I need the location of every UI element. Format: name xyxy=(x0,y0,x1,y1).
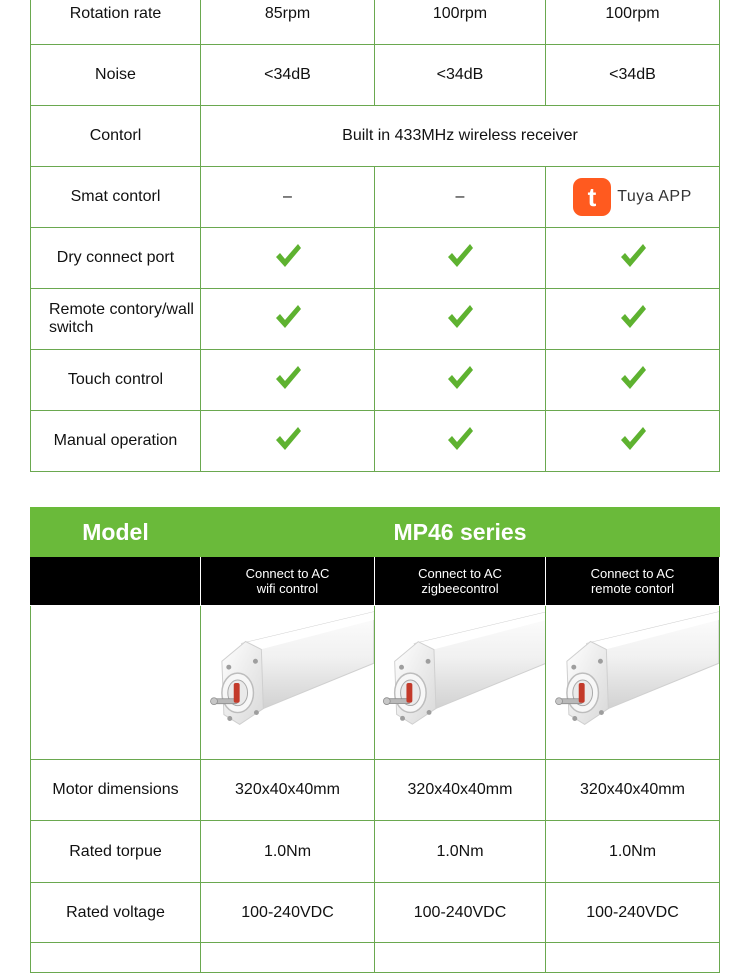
row-control xyxy=(31,106,720,167)
row-label-rotation-rate: Rotation rate xyxy=(31,0,201,45)
value-cell: 100-240VDC xyxy=(375,883,546,943)
svg-text:t: t xyxy=(587,183,597,211)
check-cell xyxy=(546,289,720,350)
row-dry-connect xyxy=(31,228,720,289)
empty-cell xyxy=(201,943,375,973)
variant-cell xyxy=(546,557,720,606)
row-label-touch: Touch control xyxy=(31,350,201,411)
check-icon xyxy=(274,364,302,392)
tuya-t-glyph xyxy=(579,183,605,211)
spec-table-top xyxy=(30,0,720,472)
row-label-rated-torque: Rated torpue xyxy=(31,821,201,883)
row-model-header xyxy=(31,508,720,557)
row-product-images xyxy=(31,606,720,760)
value-cell: 85rpm xyxy=(201,0,375,45)
check-icon xyxy=(619,364,647,392)
row-touch xyxy=(31,350,720,411)
value-cell: 1.0Nm xyxy=(375,821,546,883)
check-icon xyxy=(619,242,647,270)
check-icon xyxy=(446,242,474,270)
series-header-label: MP46 series xyxy=(201,508,720,557)
image-blank-cell xyxy=(31,606,201,760)
check-icon xyxy=(619,303,647,331)
value-cell: 320x40x40mm xyxy=(546,760,720,821)
check-cell xyxy=(201,411,375,472)
variant-cell xyxy=(375,557,546,606)
row-variants xyxy=(31,557,720,606)
row-remote xyxy=(31,289,720,350)
check-icon xyxy=(274,242,302,270)
empty-cell xyxy=(546,943,720,973)
check-icon xyxy=(446,364,474,392)
variant-line: Connect to AC xyxy=(590,566,675,581)
empty-cell xyxy=(375,943,546,973)
check-cell xyxy=(546,228,720,289)
row-rotation-rate xyxy=(31,0,720,45)
check-icon xyxy=(446,425,474,453)
value-cell: 100rpm xyxy=(375,0,546,45)
value-cell: 100-240VDC xyxy=(201,883,375,943)
value-cell: 1.0Nm xyxy=(546,821,720,883)
tuya-logo-icon xyxy=(573,178,611,216)
variant-line: wifi control xyxy=(256,581,319,596)
row-label-rated-voltage: Rated voltage xyxy=(31,883,201,943)
variant-line: Connect to AC xyxy=(245,566,330,581)
row-cut-off xyxy=(31,943,720,973)
image-cell xyxy=(375,606,546,760)
row-label-noise: Noise xyxy=(31,45,201,106)
value-cell: 320x40x40mm xyxy=(201,760,375,821)
tubular-motor-image xyxy=(201,606,375,754)
value-cell: <34dB xyxy=(546,45,720,106)
value-cell: 100-240VDC xyxy=(546,883,720,943)
row-label-remote: Remote contory/wall switch xyxy=(31,289,201,350)
check-cell xyxy=(375,411,546,472)
image-cell xyxy=(546,606,720,760)
variant-line: zigbeecontrol xyxy=(421,581,499,596)
image-cell xyxy=(201,606,375,760)
check-cell xyxy=(201,228,375,289)
tuya-app-label: Tuya APP xyxy=(617,188,692,205)
value-cell: 100rpm xyxy=(546,0,720,45)
dash-cell: – xyxy=(201,167,375,228)
tuya-app-badge xyxy=(573,178,692,216)
row-label-manual: Manual operation xyxy=(31,411,201,472)
variant-line: Connect to AC xyxy=(418,566,502,581)
value-cell-merged: Built in 433MHz wireless receiver xyxy=(201,106,720,167)
tubular-motor-image xyxy=(546,606,720,754)
check-cell xyxy=(375,350,546,411)
empty-cell xyxy=(31,943,201,973)
variant-blank-cell xyxy=(31,557,201,606)
model-header-label: Model xyxy=(31,508,201,557)
tuya-app-cell xyxy=(546,167,720,228)
value-cell: 1.0Nm xyxy=(201,821,375,883)
check-icon xyxy=(619,425,647,453)
variant-cell xyxy=(201,557,375,606)
row-label-smart-control: Smat contorl xyxy=(31,167,201,228)
check-cell xyxy=(201,289,375,350)
value-cell: <34dB xyxy=(375,45,546,106)
row-motor-dimensions xyxy=(31,760,720,821)
check-cell xyxy=(201,350,375,411)
value-cell: 320x40x40mm xyxy=(375,760,546,821)
row-rated-voltage xyxy=(31,883,720,943)
value-cell: <34dB xyxy=(201,45,375,106)
row-rated-torque xyxy=(31,821,720,883)
check-icon xyxy=(446,303,474,331)
row-smart-control xyxy=(31,167,720,228)
row-noise xyxy=(31,45,720,106)
row-label-motor-dimensions: Motor dimensions xyxy=(31,760,201,821)
check-cell xyxy=(375,289,546,350)
row-manual xyxy=(31,411,720,472)
dash-cell: – xyxy=(375,167,546,228)
check-cell xyxy=(546,350,720,411)
check-cell xyxy=(375,228,546,289)
row-label-dry-connect: Dry connect port xyxy=(31,228,201,289)
check-icon xyxy=(274,425,302,453)
tubular-motor-image xyxy=(375,606,546,754)
spec-table-bottom xyxy=(30,507,720,973)
variant-line: remote contorl xyxy=(590,581,675,596)
check-icon xyxy=(274,303,302,331)
check-cell xyxy=(546,411,720,472)
row-label-control: Contorl xyxy=(31,106,201,167)
